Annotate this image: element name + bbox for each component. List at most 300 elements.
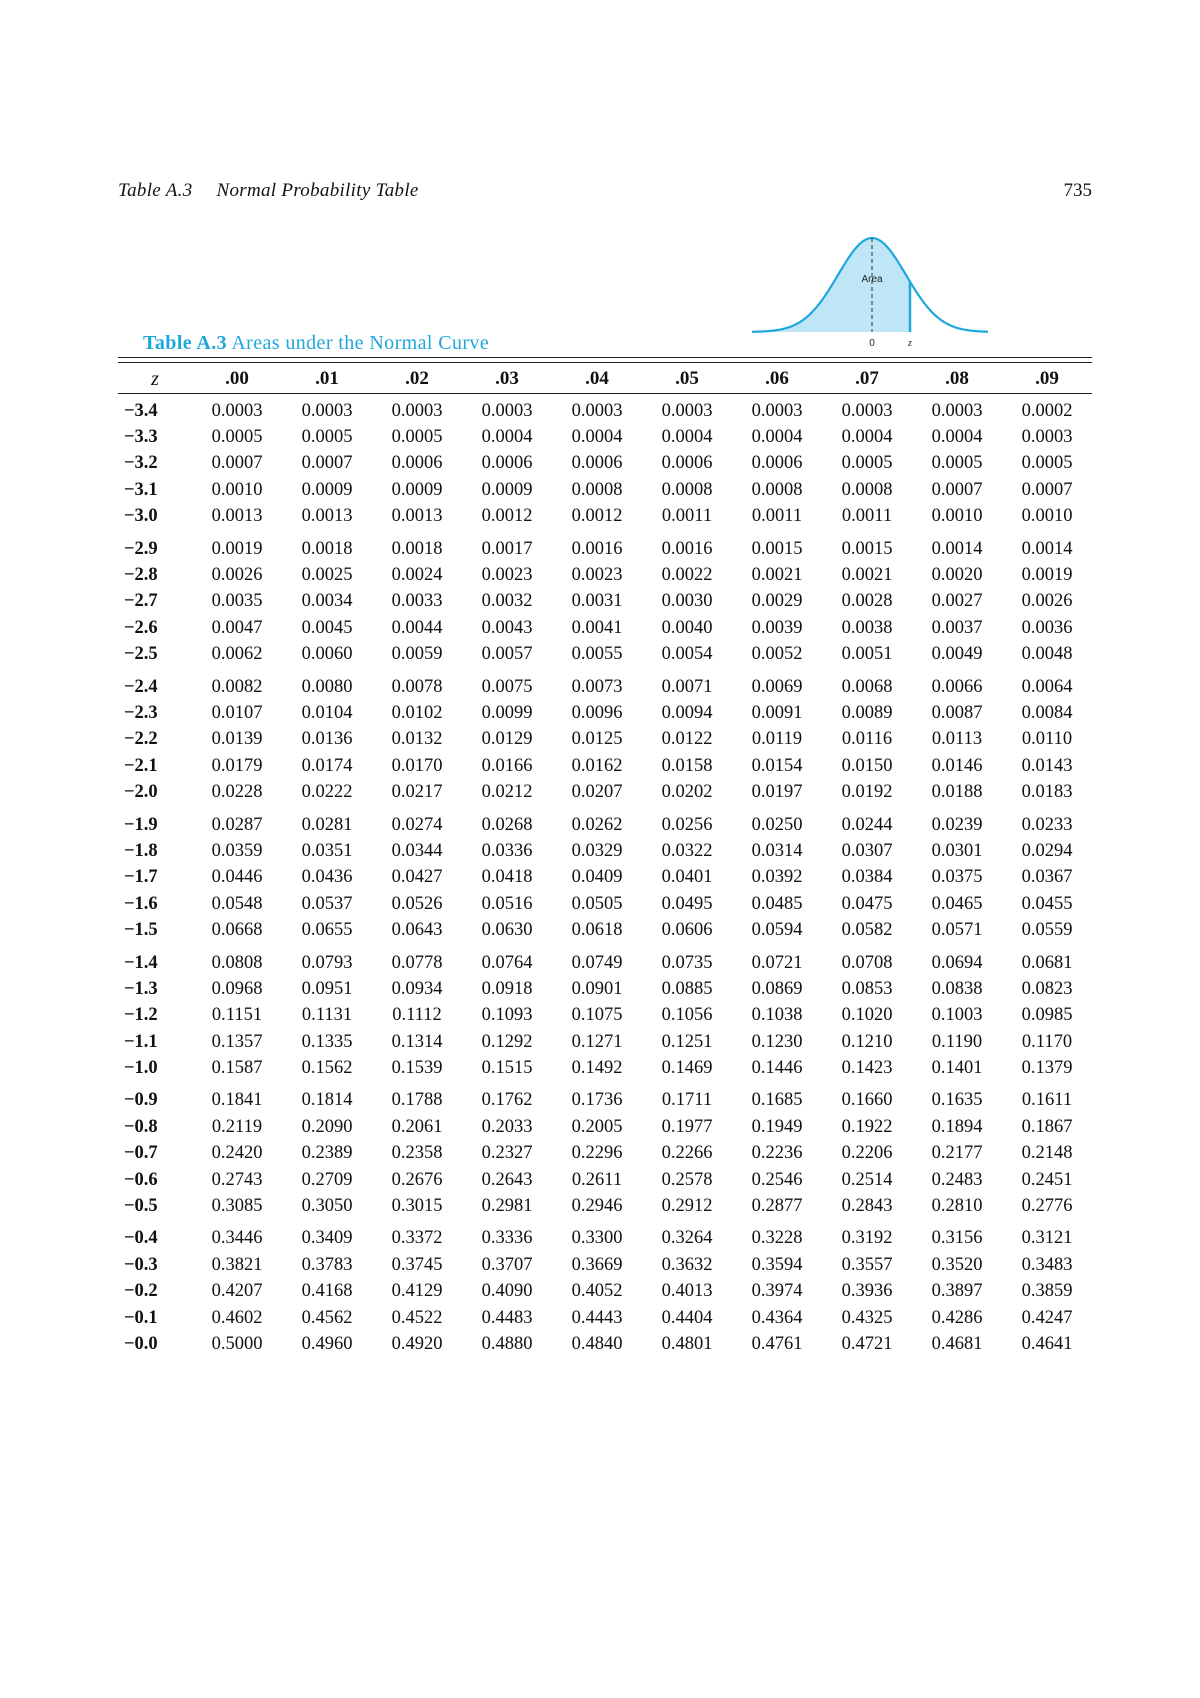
probability-cell: 0.0004 <box>751 427 803 448</box>
probability-cell: 0.2296 <box>571 1143 623 1164</box>
probability-cell: 0.5000 <box>211 1333 263 1354</box>
table-row <box>118 700 1092 726</box>
column-header: .02 <box>405 368 429 389</box>
probability-cell: 0.0721 <box>751 952 803 973</box>
probability-cell: 0.0039 <box>751 617 803 638</box>
probability-cell: 0.0301 <box>931 840 983 861</box>
probability-cell: 0.0019 <box>211 538 263 559</box>
z-value-cell: −0.0 <box>124 1333 158 1354</box>
probability-cell: 0.0125 <box>571 729 623 750</box>
z-value-cell: −0.5 <box>124 1196 158 1217</box>
probability-cell: 0.3520 <box>931 1254 983 1275</box>
probability-cell: 0.0274 <box>391 814 443 835</box>
probability-cell: 0.0030 <box>661 591 713 612</box>
probability-cell: 0.0040 <box>661 617 713 638</box>
probability-cell: 0.1170 <box>1021 1031 1073 1052</box>
probability-cell: 0.0005 <box>391 427 443 448</box>
probability-cell: 0.4960 <box>301 1333 353 1354</box>
probability-cell: 0.0244 <box>841 814 893 835</box>
z-value-cell: −1.1 <box>124 1031 158 1052</box>
probability-cell: 0.1611 <box>1021 1090 1073 1111</box>
probability-cell: 0.1210 <box>841 1031 893 1052</box>
z-value-cell: −3.2 <box>124 453 158 474</box>
probability-cell: 0.0475 <box>841 893 893 914</box>
probability-cell: 0.0384 <box>841 867 893 888</box>
probability-cell: 0.0003 <box>661 400 713 421</box>
probability-cell: 0.0174 <box>301 755 353 776</box>
probability-cell: 0.0104 <box>301 702 353 723</box>
z-value-cell: −2.8 <box>124 565 158 586</box>
probability-cell: 0.0336 <box>481 840 533 861</box>
probability-cell: 0.0075 <box>481 676 533 697</box>
probability-cell: 0.0681 <box>1021 952 1073 973</box>
probability-cell: 0.0016 <box>571 538 623 559</box>
running-head-table-label: Table A.3 <box>118 180 193 201</box>
probability-cell: 0.2676 <box>391 1169 443 1190</box>
probability-cell: 0.0003 <box>571 400 623 421</box>
probability-cell: 0.0008 <box>661 479 713 500</box>
z-value-cell: −2.3 <box>124 702 158 723</box>
probability-cell: 0.1379 <box>1021 1058 1073 1079</box>
probability-cell: 0.3821 <box>211 1254 263 1275</box>
probability-cell: 0.0048 <box>1021 644 1073 665</box>
probability-cell: 0.2389 <box>301 1143 353 1164</box>
probability-cell: 0.0344 <box>391 840 443 861</box>
probability-cell: 0.2578 <box>661 1169 713 1190</box>
probability-cell: 0.2090 <box>301 1116 353 1137</box>
probability-cell: 0.1492 <box>571 1058 623 1079</box>
probability-cell: 0.0222 <box>301 782 353 803</box>
probability-cell: 0.0009 <box>481 479 533 500</box>
probability-cell: 0.0002 <box>1021 400 1073 421</box>
probability-cell: 0.0392 <box>751 867 803 888</box>
probability-cell: 0.0052 <box>751 644 803 665</box>
z-value-cell: −0.7 <box>124 1143 158 1164</box>
probability-cell: 0.2266 <box>661 1143 713 1164</box>
probability-cell: 0.0003 <box>481 400 533 421</box>
probability-cell: 0.0808 <box>211 952 263 973</box>
probability-cell: 0.1292 <box>481 1031 533 1052</box>
probability-cell: 0.3783 <box>301 1254 353 1275</box>
probability-cell: 0.0004 <box>841 427 893 448</box>
probability-cell: 0.0838 <box>931 978 983 999</box>
probability-cell: 0.0005 <box>931 453 983 474</box>
caption-text: Areas under the Normal Curve <box>231 332 490 354</box>
probability-cell: 0.0132 <box>391 729 443 750</box>
table-row <box>118 917 1092 943</box>
probability-cell: 0.1949 <box>751 1116 803 1137</box>
z-value-cell: −3.4 <box>124 400 158 421</box>
table-row <box>118 1305 1092 1331</box>
probability-cell: 0.4325 <box>841 1307 893 1328</box>
probability-cell: 0.1814 <box>301 1090 353 1111</box>
probability-cell: 0.0359 <box>211 840 263 861</box>
probability-cell: 0.4483 <box>481 1307 533 1328</box>
probability-cell: 0.0005 <box>211 427 263 448</box>
probability-cell: 0.0559 <box>1021 920 1073 941</box>
probability-cell: 0.0006 <box>481 453 533 474</box>
probability-cell: 0.0294 <box>1021 840 1073 861</box>
probability-cell: 0.0069 <box>751 676 803 697</box>
probability-cell: 0.3372 <box>391 1228 443 1249</box>
probability-cell: 0.0256 <box>661 814 713 835</box>
table-row <box>118 562 1092 588</box>
running-head-title <box>118 180 419 202</box>
probability-cell: 0.4286 <box>931 1307 983 1328</box>
probability-cell: 0.0005 <box>301 427 353 448</box>
probability-cell: 0.0054 <box>661 644 713 665</box>
probability-cell: 0.2358 <box>391 1143 443 1164</box>
table-row <box>118 1252 1092 1278</box>
probability-cell: 0.0116 <box>841 729 893 750</box>
probability-cell: 0.4681 <box>931 1333 983 1354</box>
probability-cell: 0.2546 <box>751 1169 803 1190</box>
probability-cell: 0.0003 <box>1021 427 1073 448</box>
probability-cell: 0.0026 <box>211 565 263 586</box>
probability-cell: 0.0119 <box>751 729 803 750</box>
z-value-cell: −1.2 <box>124 1005 158 1026</box>
probability-cell: 0.0455 <box>1021 893 1073 914</box>
probability-cell: 0.3669 <box>571 1254 623 1275</box>
probability-cell: 0.0007 <box>1021 479 1073 500</box>
probability-cell: 0.3594 <box>751 1254 803 1275</box>
probability-cell: 0.0465 <box>931 893 983 914</box>
probability-cell: 0.2946 <box>571 1196 623 1217</box>
probability-cell: 0.2514 <box>841 1169 893 1190</box>
probability-cell: 0.2005 <box>571 1116 623 1137</box>
probability-cell: 0.0013 <box>211 506 263 527</box>
probability-cell: 0.0202 <box>661 782 713 803</box>
probability-cell: 0.3446 <box>211 1228 263 1249</box>
z-value-cell: −2.4 <box>124 676 158 697</box>
probability-cell: 0.0023 <box>571 565 623 586</box>
table-header-row <box>118 366 1092 392</box>
probability-cell: 0.0051 <box>841 644 893 665</box>
probability-cell: 0.0003 <box>211 400 263 421</box>
probability-cell: 0.0008 <box>841 479 893 500</box>
probability-cell: 0.0010 <box>211 479 263 500</box>
probability-cell: 0.0005 <box>1021 453 1073 474</box>
probability-cell: 0.0436 <box>301 867 353 888</box>
probability-cell: 0.4443 <box>571 1307 623 1328</box>
probability-cell: 0.0869 <box>751 978 803 999</box>
probability-cell: 0.0023 <box>481 565 533 586</box>
z-value-cell: −3.3 <box>124 427 158 448</box>
probability-cell: 0.4880 <box>481 1333 533 1354</box>
probability-cell: 0.0044 <box>391 617 443 638</box>
probability-cell: 0.0006 <box>571 453 623 474</box>
probability-cell: 0.0217 <box>391 782 443 803</box>
probability-cell: 0.1131 <box>301 1005 353 1026</box>
probability-cell: 0.1469 <box>661 1058 713 1079</box>
probability-cell: 0.0668 <box>211 920 263 941</box>
probability-cell: 0.0968 <box>211 978 263 999</box>
probability-cell: 0.1423 <box>841 1058 893 1079</box>
probability-cell: 0.0024 <box>391 565 443 586</box>
table-row <box>118 753 1092 779</box>
probability-cell: 0.0901 <box>571 978 623 999</box>
table-body <box>118 392 1092 1358</box>
probability-cell: 0.4721 <box>841 1333 893 1354</box>
probability-cell: 0.0020 <box>931 565 983 586</box>
z-label: z <box>908 338 912 349</box>
probability-cell: 0.1587 <box>211 1058 263 1079</box>
probability-cell: 0.2236 <box>751 1143 803 1164</box>
z-value-cell: −2.0 <box>124 782 158 803</box>
probability-cell: 0.2912 <box>661 1196 713 1217</box>
table-row <box>118 1029 1092 1055</box>
probability-cell: 0.3409 <box>301 1228 353 1249</box>
table-row <box>118 424 1092 450</box>
probability-cell: 0.3192 <box>841 1228 893 1249</box>
probability-cell: 0.0055 <box>571 644 623 665</box>
probability-cell: 0.0064 <box>1021 676 1073 697</box>
zero-label: 0 <box>869 338 875 349</box>
probability-cell: 0.0007 <box>211 453 263 474</box>
probability-cell: 0.0014 <box>1021 538 1073 559</box>
probability-cell: 0.4562 <box>301 1307 353 1328</box>
probability-cell: 0.0011 <box>661 506 713 527</box>
probability-cell: 0.0003 <box>841 400 893 421</box>
probability-cell: 0.0250 <box>751 814 803 835</box>
probability-cell: 0.0143 <box>1021 755 1073 776</box>
area-label: Area <box>861 274 883 285</box>
z-value-cell: −2.5 <box>124 644 158 665</box>
probability-cell: 0.0089 <box>841 702 893 723</box>
probability-cell: 0.1894 <box>931 1116 983 1137</box>
z-value-cell: −1.8 <box>124 840 158 861</box>
probability-cell: 0.0146 <box>931 755 983 776</box>
z-value-cell: −0.6 <box>124 1169 158 1190</box>
probability-cell: 0.0008 <box>751 479 803 500</box>
table-row <box>118 477 1092 503</box>
probability-cell: 0.0183 <box>1021 782 1073 803</box>
probability-cell: 0.0021 <box>841 565 893 586</box>
probability-cell: 0.2148 <box>1021 1143 1073 1164</box>
probability-cell: 0.1762 <box>481 1090 533 1111</box>
table-row <box>118 1220 1092 1252</box>
probability-cell: 0.0548 <box>211 893 263 914</box>
probability-cell: 0.0526 <box>391 893 443 914</box>
probability-cell: 0.0793 <box>301 952 353 973</box>
probability-cell: 0.0918 <box>481 978 533 999</box>
probability-cell: 0.0082 <box>211 676 263 697</box>
probability-cell: 0.0401 <box>661 867 713 888</box>
probability-cell: 0.0035 <box>211 591 263 612</box>
probability-cell: 0.0409 <box>571 867 623 888</box>
caption-label: Table A.3 <box>143 332 228 354</box>
probability-cell: 0.0016 <box>661 538 713 559</box>
probability-cell: 0.0708 <box>841 952 893 973</box>
z-value-cell: −2.1 <box>124 755 158 776</box>
probability-cell: 0.0367 <box>1021 867 1073 888</box>
probability-cell: 0.1867 <box>1021 1116 1073 1137</box>
probability-cell: 0.0010 <box>1021 506 1073 527</box>
probability-cell: 0.0139 <box>211 729 263 750</box>
probability-cell: 0.0207 <box>571 782 623 803</box>
probability-cell: 0.0033 <box>391 591 443 612</box>
probability-cell: 0.1038 <box>751 1005 803 1026</box>
probability-cell: 0.0099 <box>481 702 533 723</box>
probability-cell: 0.0233 <box>1021 814 1073 835</box>
probability-cell: 0.0495 <box>661 893 713 914</box>
probability-cell: 0.2743 <box>211 1169 263 1190</box>
probability-cell: 0.0150 <box>841 755 893 776</box>
probability-cell: 0.0516 <box>481 893 533 914</box>
probability-cell: 0.0004 <box>481 427 533 448</box>
probability-cell: 0.0268 <box>481 814 533 835</box>
probability-cell: 0.0011 <box>751 506 803 527</box>
probability-cell: 0.0192 <box>841 782 893 803</box>
column-header: .05 <box>675 368 699 389</box>
table-row <box>118 1279 1092 1305</box>
probability-cell: 0.0031 <box>571 591 623 612</box>
table-row <box>118 392 1092 424</box>
z-value-cell: −3.0 <box>124 506 158 527</box>
probability-cell: 0.0047 <box>211 617 263 638</box>
probability-cell: 0.0087 <box>931 702 983 723</box>
probability-cell: 0.0427 <box>391 867 443 888</box>
probability-cell: 0.0934 <box>391 978 443 999</box>
probability-cell: 0.0749 <box>571 952 623 973</box>
probability-cell: 0.1056 <box>661 1005 713 1026</box>
probability-cell: 0.0007 <box>301 453 353 474</box>
probability-cell: 0.0170 <box>391 755 443 776</box>
probability-cell: 0.2709 <box>301 1169 353 1190</box>
probability-cell: 0.0059 <box>391 644 443 665</box>
z-value-cell: −0.1 <box>124 1307 158 1328</box>
probability-cell: 0.2483 <box>931 1169 983 1190</box>
probability-cell: 0.0113 <box>931 729 983 750</box>
probability-cell: 0.0045 <box>301 617 353 638</box>
probability-cell: 0.0032 <box>481 591 533 612</box>
probability-cell: 0.0307 <box>841 840 893 861</box>
probability-cell: 0.3300 <box>571 1228 623 1249</box>
probability-cell: 0.2611 <box>571 1169 623 1190</box>
probability-cell: 0.2206 <box>841 1143 893 1164</box>
probability-cell: 0.0018 <box>391 538 443 559</box>
probability-cell: 0.0162 <box>571 755 623 776</box>
probability-cell: 0.0594 <box>751 920 803 941</box>
table-row <box>118 806 1092 838</box>
probability-cell: 0.0136 <box>301 729 353 750</box>
probability-cell: 0.2420 <box>211 1143 263 1164</box>
probability-cell: 0.3015 <box>391 1196 443 1217</box>
table-row <box>118 944 1092 976</box>
probability-cell: 0.0028 <box>841 591 893 612</box>
probability-cell: 0.0375 <box>931 867 983 888</box>
probability-cell: 0.0084 <box>1021 702 1073 723</box>
z-value-cell: −2.9 <box>124 538 158 559</box>
column-header-z: z <box>151 367 159 390</box>
probability-cell: 0.3085 <box>211 1196 263 1217</box>
probability-cell: 0.1112 <box>392 1005 442 1026</box>
probability-cell: 0.0007 <box>931 479 983 500</box>
probability-cell: 0.0004 <box>661 427 713 448</box>
probability-cell: 0.2033 <box>481 1116 533 1137</box>
probability-cell: 0.0853 <box>841 978 893 999</box>
table-row <box>118 1082 1092 1114</box>
probability-cell: 0.0049 <box>931 644 983 665</box>
z-value-cell: −0.9 <box>124 1090 158 1111</box>
table-row <box>118 668 1092 700</box>
probability-cell: 0.0618 <box>571 920 623 941</box>
probability-cell: 0.0041 <box>571 617 623 638</box>
probability-cell: 0.0038 <box>841 617 893 638</box>
probability-cell: 0.0262 <box>571 814 623 835</box>
probability-cell: 0.0073 <box>571 676 623 697</box>
probability-cell: 0.0212 <box>481 782 533 803</box>
probability-cell: 0.0655 <box>301 920 353 941</box>
probability-cell: 0.0008 <box>571 479 623 500</box>
probability-cell: 0.2061 <box>391 1116 443 1137</box>
probability-cell: 0.0197 <box>751 782 803 803</box>
probability-cell: 0.1635 <box>931 1090 983 1111</box>
probability-cell: 0.0329 <box>571 840 623 861</box>
probability-cell: 0.1539 <box>391 1058 443 1079</box>
probability-cell: 0.3264 <box>661 1228 713 1249</box>
column-header: .06 <box>765 368 789 389</box>
probability-cell: 0.4761 <box>751 1333 803 1354</box>
column-header: .08 <box>945 368 969 389</box>
probability-cell: 0.0122 <box>661 729 713 750</box>
probability-cell: 0.0080 <box>301 676 353 697</box>
probability-cell: 0.3632 <box>661 1254 713 1275</box>
probability-cell: 0.0006 <box>391 453 443 474</box>
probability-cell: 0.0066 <box>931 676 983 697</box>
probability-cell: 0.0764 <box>481 952 533 973</box>
probability-cell: 0.0009 <box>391 479 443 500</box>
page-number: 735 <box>1063 180 1092 201</box>
probability-cell: 0.0643 <box>391 920 443 941</box>
probability-cell: 0.0010 <box>931 506 983 527</box>
table-row <box>118 1331 1092 1357</box>
z-value-cell: −1.0 <box>124 1058 158 1079</box>
probability-cell: 0.4247 <box>1021 1307 1073 1328</box>
probability-cell: 0.1736 <box>571 1090 623 1111</box>
probability-cell: 0.4641 <box>1021 1333 1073 1354</box>
probability-cell: 0.0034 <box>301 591 353 612</box>
probability-cell: 0.0003 <box>751 400 803 421</box>
probability-cell: 0.1685 <box>751 1090 803 1111</box>
probability-cell: 0.3936 <box>841 1281 893 1302</box>
table-row <box>118 1003 1092 1029</box>
probability-cell: 0.4801 <box>661 1333 713 1354</box>
probability-cell: 0.3974 <box>751 1281 803 1302</box>
probability-cell: 0.0129 <box>481 729 533 750</box>
probability-cell: 0.4364 <box>751 1307 803 1328</box>
probability-cell: 0.0019 <box>1021 565 1073 586</box>
probability-cell: 0.0025 <box>301 565 353 586</box>
probability-cell: 0.0885 <box>661 978 713 999</box>
probability-cell: 0.0071 <box>661 676 713 697</box>
probability-cell: 0.0322 <box>661 840 713 861</box>
probability-cell: 0.4052 <box>571 1281 623 1302</box>
probability-cell: 0.4920 <box>391 1333 443 1354</box>
table-row <box>118 1193 1092 1219</box>
table-top-rule <box>118 357 1092 358</box>
probability-cell: 0.1251 <box>661 1031 713 1052</box>
table-row <box>118 779 1092 805</box>
probability-cell: 0.0009 <box>301 479 353 500</box>
column-header: .00 <box>225 368 249 389</box>
probability-cell: 0.4168 <box>301 1281 353 1302</box>
probability-cell: 0.0014 <box>931 538 983 559</box>
probability-cell: 0.4013 <box>661 1281 713 1302</box>
probability-cell: 0.0003 <box>391 400 443 421</box>
probability-cell: 0.0606 <box>661 920 713 941</box>
probability-cell: 0.1660 <box>841 1090 893 1111</box>
